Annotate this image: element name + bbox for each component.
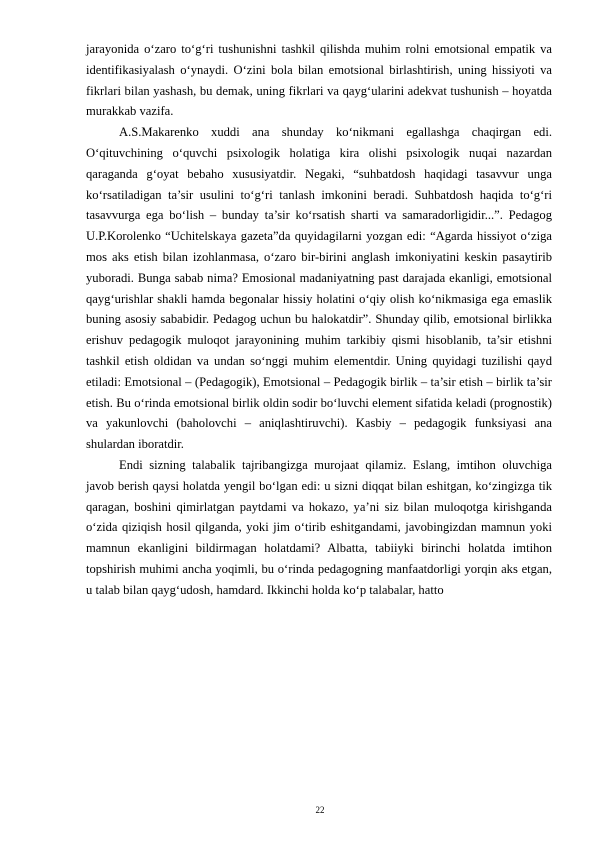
paragraph-makarenko: A.S.Makarenko xuddi ana shunday ko‘nikmani egallashga chaqirgan edi. O‘qituvchining o‘quvchi psixologik holatiga kira olishi psixologik nuqai nazardan qaraganda g‘oyat bebaho xususiyatdir. Negaki, “suhbatdosh haqidagi tasavvur unga ko‘rsatiladigan ta’sir usulini to‘g‘ri tanlash imkonini beradi. Suhbatdosh haqida to‘g‘ri tasavvurga ega bo‘lish – bunday ta’sir ko‘rsatish sharti va samaradorligidir...”. Pedagog U.P.Korolenko “Uchitelskaya gazeta”da quyidagilarni yozgan edi: “Agarda hissiyot o‘ziga mos aks etish bilan izohlanmasa, o‘zaro bir-birini anglash imkoniyatini keskin pasaytirib yuboradi. Bunga sabab nima? Emosional madaniyatning past darajada ekanligi, emotsional qayg‘urishlar shakli hamda begonalar hissiy holatini o‘qiy olish ko‘nikmasiga ega emaslik buning asosiy sababidir. Pedagog uchun bu halokatdir”. Shunday qilib, emotsional birlikka erishuv pedagogik muloqot jarayonining muhim tarkibiy qismi hisoblanib, ta’sir etishni tashkil etish oldidan va undan so‘nggi muhim elementdir. Uning quyidagi tuzilishi qayd etiladi: Emotsional – (Pedagogik), Emotsional – Pedagogik birlik – ta’sir etish – birlik ta’sir etish. Bu o‘rinda emotsional birlik oldin sodir bo‘luvchi element sifatida keladi (prognostik) va yakunlovchi (baholovchi – aniqlashtiruvchi). Kasbiy – pedagogik funksiyasi ana shulardan iboratdir. — [86, 125, 552, 452]
paragraph-continuation: jarayonida o‘zaro to‘g‘ri tushunishni tashkil qilishda muhim rolni emotsional empatik va identifikasiyalash o‘ynaydi. O‘zini bola bilan emotsional birlashtirish, uning hissiyoti va fikrlari bilan yashash, bu demak, uning fikrlari va qayg‘ularini adekvat tushunish – hoyatda murakkab vazifa. — [86, 42, 552, 119]
body-text — [86, 39, 552, 601]
page-number: 22 — [315, 805, 325, 815]
paragraph-student-experience: Endi sizning talabalik tajribangizga murojaat qilamiz. Eslang, imtihon oluvchiga javob berish qaysi holatda yengil bo‘lgan edi: u sizni diqqat bilan eshitgan, ko‘zingizga tik qaragan, boshini qimirlatgan paytdami va hokazo, ya’ni siz bilan muloqotga kirishganda o‘zida qiziqish hosil qilganda, yoki jim o‘tirib eshitgandami, javobingizdan mamnun yoki mamnun ekanligini bildirmagan holatdami? Albatta, tabiiyki birinchi holatda imtihon topshirish muhimi ancha yoqimli, bu o‘rinda pedagogning manfaatdorligi yorqin aks etgan, u talab bilan qayg‘udosh, hamdard. Ikkinchi holda ko‘p talabalar, hatto — [86, 457, 552, 597]
